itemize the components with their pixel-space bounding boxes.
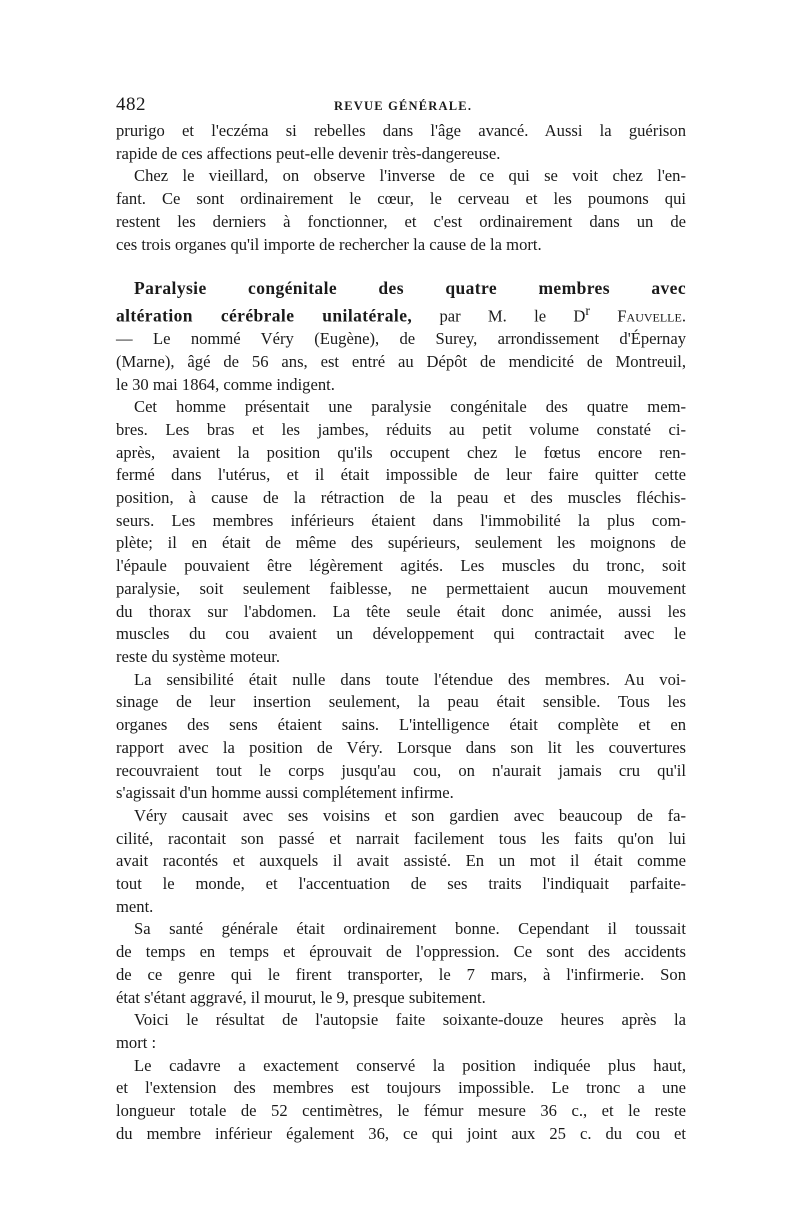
text-line: fant. Ce sont ordinairement le cœur, le cerveau et les poumons qui <box>116 189 686 209</box>
text-line: tout le monde, et l'accentuation de ses traits l'indiquait parfaite- <box>116 874 686 894</box>
text-line: rapide de ces affections peut-elle devenir très-dangereuse. <box>116 143 501 163</box>
text-line: paralysie, soit seulement faiblesse, ne permettaient aucun mouvement <box>116 578 686 598</box>
book-page <box>116 94 686 1145</box>
article-header <box>116 277 686 396</box>
article-title-line-2 <box>116 300 686 328</box>
text-line: Véry causait avec ses voisins et son gardien avec beaucoup de fa- <box>134 805 686 825</box>
text-line: (Marne), âgé de 56 ans, est entré au Dépôt de mendicité de Montreuil, <box>116 351 686 371</box>
text-line: plète; il en était de même des supérieurs, seulement les moignons de <box>116 533 686 553</box>
text-line: longueur totale de 52 centimètres, le fémur mesure 36 c., et le reste <box>116 1101 686 1121</box>
text-line: et l'extension des membres est toujours impossible. Le tronc a une <box>116 1078 686 1098</box>
text-line: du thorax sur l'abdomen. La tête seule était donc animée, aussi les <box>116 601 686 621</box>
text-line: du membre inférieur également 36, ce qui joint aux 25 c. du cou et <box>116 1123 686 1143</box>
text-line: organes des sens étaient sains. L'intelligence était complète et en <box>116 715 686 735</box>
text-line: ces trois organes qu'il importe de rechercher la cause de la mort. <box>116 234 542 254</box>
text-line: après, avaient la position qu'ils occupent chez le fœtus encore ren- <box>116 442 686 462</box>
paragraph <box>116 669 686 805</box>
text-line: Cet homme présentait une paralysie congénitale des quatre mem- <box>134 397 686 417</box>
text-line: état s'étant aggravé, il mourut, le 9, presque subitement. <box>116 987 486 1007</box>
text-line: — Le nommé Véry (Eugène), de Surey, arrondissement d'Épernay <box>116 329 686 349</box>
text-line: s'agissait d'un homme aussi complétement infirme. <box>116 783 454 803</box>
byline-sup: r <box>585 302 590 318</box>
text-line: recouvraient tout le corps jusqu'au cou, on n'aurait jamais cru qu'il <box>116 760 686 780</box>
text-line: muscles du cou avaient un développement qui contractait avec le <box>116 624 686 644</box>
text-line: bres. Les bras et les jambes, réduits au petit volume constaté ci- <box>116 419 686 439</box>
text-line: l'épaule pouvaient être légèrement agités. Les muscles du tronc, soit <box>116 556 686 576</box>
text-line: ment. <box>116 896 154 916</box>
text-line: cilité, racontait son passé et narrait facilement tous les faits qu'on lui <box>116 828 686 848</box>
author-name: Fauvelle. <box>617 306 686 326</box>
paragraph <box>116 1009 686 1054</box>
text-line: de ce genre qui le firent transporter, le 7 mars, à l'infirmerie. Son <box>116 964 686 984</box>
text-line: de temps en temps et éprouvait de l'oppression. Ce sont des accidents <box>116 942 686 962</box>
text-line: La sensibilité était nulle dans toute l'étendue des membres. Au voi- <box>134 669 686 689</box>
byline-prefix: par M. le D <box>412 306 586 326</box>
paragraph <box>116 805 686 919</box>
text-line: reste du système moteur. <box>116 647 281 666</box>
text-line: Chez le vieillard, on observe l'inverse de ce qui se voit chez l'en- <box>134 166 686 186</box>
text-line: sinage de leur insertion seulement, la peau était sensible. Tous les <box>116 692 686 712</box>
paragraph <box>116 1055 686 1146</box>
body-text <box>116 120 686 1145</box>
journal-title: REVUE GÉNÉRALE. <box>334 99 473 113</box>
text-line: le 30 mai 1864, comme indigent. <box>116 374 335 394</box>
text-line: Le cadavre a exactement conservé la position indiquée plus haut, <box>134 1055 686 1075</box>
page-number: 482 <box>116 94 146 115</box>
text-line: rapport avec la position de Véry. Lorsque dans son lit les couvertures <box>116 737 686 757</box>
paragraph <box>116 165 686 256</box>
text-line: position, à cause de la rétraction de la peau et des muscles fléchis- <box>116 488 686 508</box>
text-line: fermé dans l'utérus, et il était impossible de leur faire quitter cette <box>116 465 686 485</box>
text-line: seurs. Les membres inférieurs étaient dans l'immobilité la plus com- <box>116 510 686 530</box>
text-line: Voici le résultat de l'autopsie faite soixante-douze heures après la <box>134 1010 686 1030</box>
text-line: restent les derniers à fonctionner, et c'est ordinairement dans un de <box>116 211 686 231</box>
text-line: Sa santé générale était ordinairement bonne. Cependant il toussait <box>134 919 686 939</box>
text-line: avait racontés et auxquels il avait assisté. En un mot il était comme <box>116 851 686 871</box>
article-title-bold: altération cérébrale unilatérale, <box>116 305 413 326</box>
paragraph <box>116 918 686 1009</box>
text-line: prurigo et l'eczéma si rebelles dans l'âge avancé. Aussi la guérison <box>116 121 686 140</box>
running-head <box>116 94 686 120</box>
section-gap <box>116 256 686 277</box>
text-line: mort : <box>116 1032 157 1052</box>
article-title-line-1: Paralysie congénitale des quatre membres avec <box>134 278 686 299</box>
paragraph-continued <box>116 120 686 165</box>
paragraph <box>116 396 686 668</box>
